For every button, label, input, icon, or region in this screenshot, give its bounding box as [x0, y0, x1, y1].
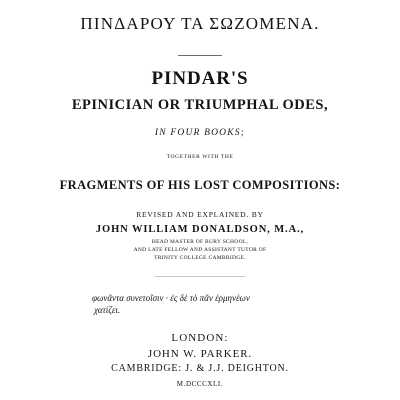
epigraph-line: φωνᾶντα συνετοῖσιν · ἐς δὲ τὸ πᾶν ἑρμηνέων — [92, 293, 250, 303]
books-line: IN FOUR BOOKS; — [154, 128, 246, 138]
publication-place: LONDON: — [171, 332, 229, 344]
publication-year: M.DCCCXLI. — [176, 380, 224, 388]
revised-line: REVISED AND EXPLAINED. BY — [136, 210, 264, 219]
greek-title: ΠΙΝΔΑΡΟΥ ΤΑ ΣΩΖΟΜΕΝΑ. — [80, 14, 320, 33]
author-name: JOHN WILLIAM DONALDSON, M.A., — [95, 224, 305, 235]
main-title: PINDAR'S — [151, 68, 249, 89]
together-line: TOGETHER WITH THE — [166, 154, 234, 160]
epigraph-rule — [155, 276, 245, 277]
epigraph-line: χατίζει. — [94, 305, 121, 315]
subtitle: EPINICIAN OR TRIUMPHAL ODES, — [71, 97, 329, 113]
printer-line: CAMBRIDGE: J. & J.J. DEIGHTON. — [111, 363, 289, 374]
author-credential-line: HEAD MASTER OF BURY SCHOOL, — [151, 239, 249, 245]
author-credential-line: TRINITY COLLEGE CAMBRIDGE. — [154, 255, 246, 261]
author-credential-line: AND LATE FELLOW AND ASSISTANT TUTOR OF — [133, 247, 267, 253]
title-rule — [178, 55, 222, 56]
fragments-title: FRAGMENTS OF HIS LOST COMPOSITIONS: — [59, 178, 341, 192]
publisher-name: JOHN W. PARKER. — [147, 348, 253, 360]
